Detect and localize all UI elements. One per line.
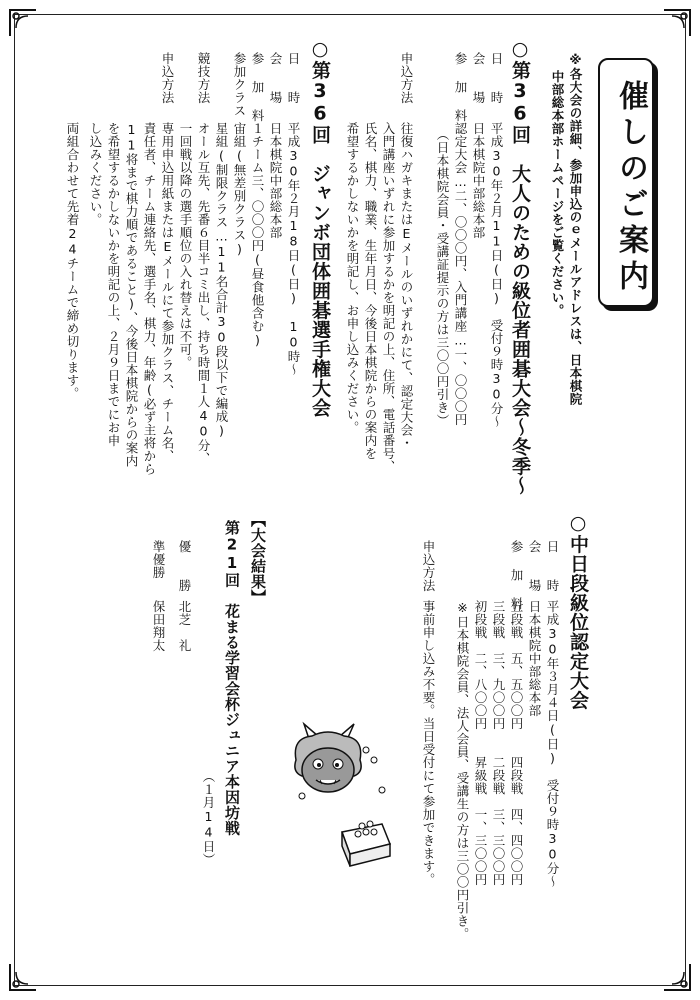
event1-label: 日 時 [489,52,504,104]
event1-label: 申込方法 [399,52,414,104]
event2-line: し込みください。 [88,122,103,226]
event3-line: 三段戦 三、九〇〇円 二段戦 三、三〇〇円 [491,600,506,886]
winner-label: 優 勝 [177,540,192,592]
corner-ornament-icon [6,960,40,994]
event3-label: 会 場 [527,540,542,592]
event2-label: 参 加 料 [250,52,265,122]
event2-line: 日本棋院中部総本部 [268,122,283,239]
event2-line: 星組(制限クラス…11名合計30段以下で編成) [214,122,229,439]
event3-title: ○中日段級位認定大会 [567,512,589,710]
event2-label: 申込方法 [160,52,175,104]
runnerup-name: 保田翔太 [151,600,166,652]
event1-line: （日本棋院会員・受講証提示の方は三〇〇円引き） [435,128,450,427]
event1-title: ○第36回 大人のための級位者囲碁大会～冬季～ [509,38,531,496]
note-line: 中部総本部ホームページをご覧ください。 [550,70,565,317]
event2-line: オール互先、先番６目半コミ出し、持ち時間１人40分、 [196,122,211,465]
event2-line: 宙組(無差別クラス) [232,122,247,257]
event3-line: 平成30年３月４日(日) 受付９時30分～ [545,600,560,888]
event2-line: 一回戦以降の選手順位の入れ替えは不可。 [178,122,193,369]
oni-mask-icon [282,720,402,870]
event1-line: 入門講座いずれに参加するかを明記の上、住所、電話番号、 [381,122,396,473]
event1-line: 往復ハガキまたはEメールのいずれかにて、認定大会・ [399,122,414,450]
corner-ornament-icon [660,6,694,40]
event1-label: 参 加 料 [453,52,468,122]
event2-line: １チーム三、〇〇〇円(昼食他含む) [250,122,265,348]
event3-line: 五段戦 五、五〇〇円 四段戦 四、四〇〇円 [509,600,524,886]
results-date: （１月14日） [201,770,216,866]
event2-line: 専用申込用紙またはEメールにて参加クラス、チーム名、 [160,122,175,463]
results-event-title: 第21回 花まる学習会杯ジュニア本因坊戦 [223,520,241,836]
note-line: ※各大会の詳細、参加申込のｅメールアドレスは、日本棋院 [568,52,583,406]
event2-label: 会 場 [268,52,283,104]
event1-line: 希望するかしないかを明記し、お申し込みください。 [345,122,360,434]
event2-label: 日 時 [286,52,301,104]
event3-label: 申込方法 [421,540,436,592]
page-title-box [598,58,654,307]
event2-label: 参加クラス [232,52,247,117]
event2-line: 11将まで棋力順であること)、今後日本棋院からの案内 [124,122,139,468]
corner-ornament-icon [6,6,40,40]
event2-line: 両組合わせて先着24チームで締め切ります。 [65,122,80,400]
event1-line: 氏名、棋力、職業、生年月日、今後日本棋院からの案内を [363,122,378,460]
event1-line: 日本棋院中部総本部 [471,122,486,239]
event3-line: 事前申し込み不要。当日受付にて参加できます。 [421,600,436,886]
event2-line: 責任者、チーム連絡先、選手名、棋力、年齢(必ず主将から [142,122,157,476]
corner-ornament-icon [660,960,694,994]
event2-title: ○第36回 ジャンボ団体囲碁選手権大会 [309,38,331,418]
event2-line: を希望するかしないかを明記の上、２月９日までにお申 [106,122,121,447]
event1-line: 平成30年２月11日(日) 受付９時30分～ [489,122,504,428]
event1-label: 会 場 [471,52,486,104]
runnerup-label: 準優勝 [151,540,166,579]
bean-box-icon [342,821,390,866]
event2-label: 競技方法 [196,52,211,104]
winner-name: 北芝 礼 [177,600,192,652]
event2-line: 平成30年２月18日(日) 10時～ [286,122,301,376]
page-title: 催しのご案内 [613,80,648,296]
event3-label: 日 時 [545,540,560,592]
event1-line: 認定大会…二、〇〇〇円、入門講座…一、〇〇〇円 [453,122,468,426]
event3-line: 初段戦 二、八〇〇円 昇級戦 一、三〇〇円 [473,600,488,886]
results-heading: 【大会結果】 [249,512,267,605]
event3-line: ※日本棋院会員、法人会員、受講生の方は三〇〇円引き。 [455,600,470,941]
event3-label: 参 加 料 [509,540,524,610]
event3-line: 日本棋院中部総本部 [527,600,542,717]
